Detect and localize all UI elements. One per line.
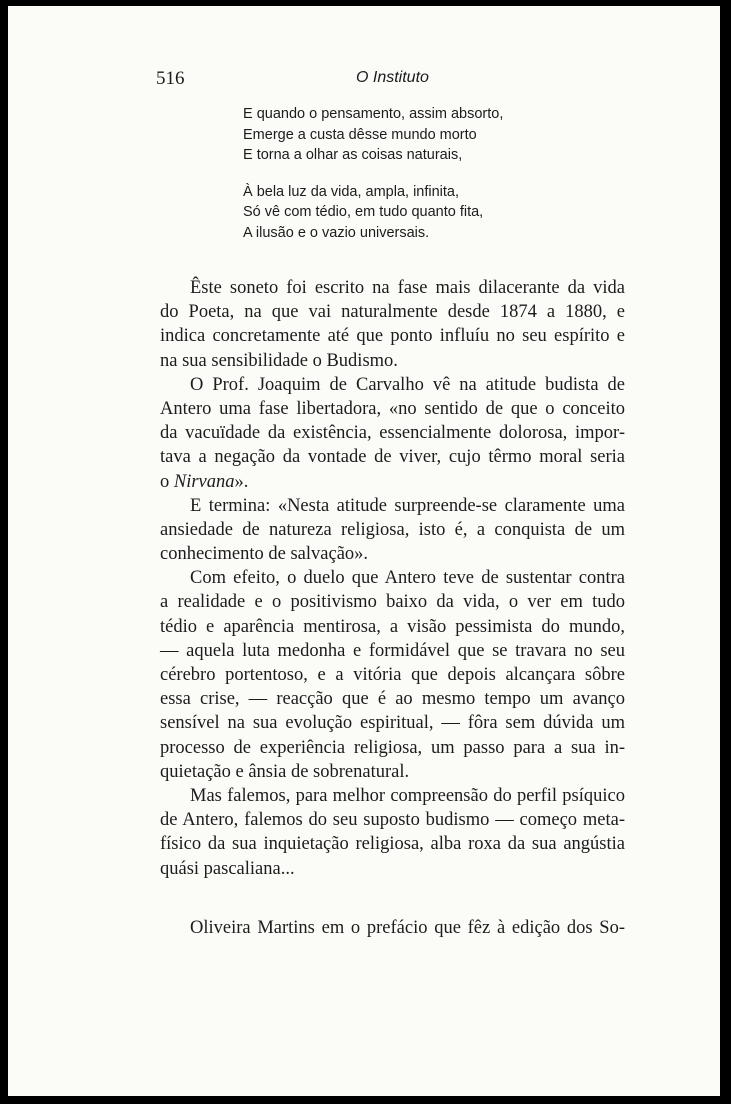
page-number: 516 [156, 68, 185, 89]
text-line: Êste soneto foi escrito na fase mais dilacerante da vida [190, 278, 625, 298]
text-line: conhecimento de salvação». [160, 544, 369, 565]
poem-stanza [243, 104, 563, 166]
text-line: quási pascaliana... [160, 858, 295, 879]
poem-line: E torna a olhar as coisas naturais, [243, 147, 463, 163]
text-line: E termina: «Nesta atitude surpreende-se claramente uma [190, 495, 625, 516]
poem-line: À bela luz da vida, ampla, infinita, [243, 183, 460, 200]
text-line: o Nirvana». [160, 471, 249, 492]
book-page [8, 6, 720, 1096]
text-line: de Antero, falemos do seu suposto budismo — começo meta- [160, 810, 625, 831]
text-line: cérebro portentoso, e a vitória que depois alcançara sôbre [160, 665, 625, 685]
poem-line: E quando o pensamento, assim absorto, [243, 106, 504, 122]
page-header [156, 68, 568, 92]
poem-line: Emerge a custa dêsse mundo morto [243, 126, 477, 143]
text-line: Oliveira Martins em o prefácio que fêz à edição dos So- [190, 917, 625, 938]
poem-line: Só vê com tédio, em tudo quanto fita, [243, 204, 484, 220]
text-line: O Prof. Joaquim de Carvalho vê na atitude budista de [190, 374, 625, 395]
text-line: tava a negação da vontade de viver, cujo têrmo moral seria [160, 447, 625, 468]
text-line: a realidade e o positivismo baixo da vida, o ver em tudo [160, 592, 625, 613]
body-text [160, 276, 625, 940]
text-line: Mas falemos, para melhor compreensão do perfil psíquico [190, 785, 625, 806]
text-line: essa crise, — reacção que é ao mesmo tempo um avanço [160, 689, 625, 710]
text-line: indica concretamente até que ponto influíu no seu espírito e [160, 326, 625, 347]
text-line: — aquela luta medonha e formidável que se travara no seu [160, 640, 625, 661]
text-line: quietação e ânsia de sobrenatural. [160, 761, 410, 782]
text-line: ansiedade de natureza religiosa, isto é, a conquista de um [160, 519, 625, 540]
text-line: Com efeito, o duelo que Antero teve de sustentar contra [190, 568, 625, 589]
paragraph-gap [160, 881, 625, 916]
poem-line: A ilusão e o vazio universais. [243, 224, 430, 241]
running-title: O Instituto [356, 69, 429, 86]
text-line: do Poeta, na que vai naturalmente desde 1874 a 1880, e [160, 302, 625, 323]
text-line: sensível na sua evolução espiritual, — fôra sem dúvida um [160, 713, 625, 734]
text-line: da vacuïdade da existência, essencialmente dolorosa, impor- [160, 423, 625, 444]
text-line: na sua sensibilidade o Budismo. [160, 350, 398, 371]
text-line: tédio e aparência mentirosa, a visão pessimista do mundo, [160, 616, 625, 637]
poem-excerpt [243, 104, 563, 243]
text-line: Antero uma fase libertadora, «no sentido de que o conceito [160, 398, 625, 419]
text-line: processo de experiência religiosa, um passo para a sua in- [160, 737, 625, 758]
italic-term: Nirvana [173, 471, 235, 492]
text-line: físico da sua inquietação religiosa, alba roxa da sua angústia [160, 834, 625, 855]
poem-stanza [243, 182, 563, 244]
